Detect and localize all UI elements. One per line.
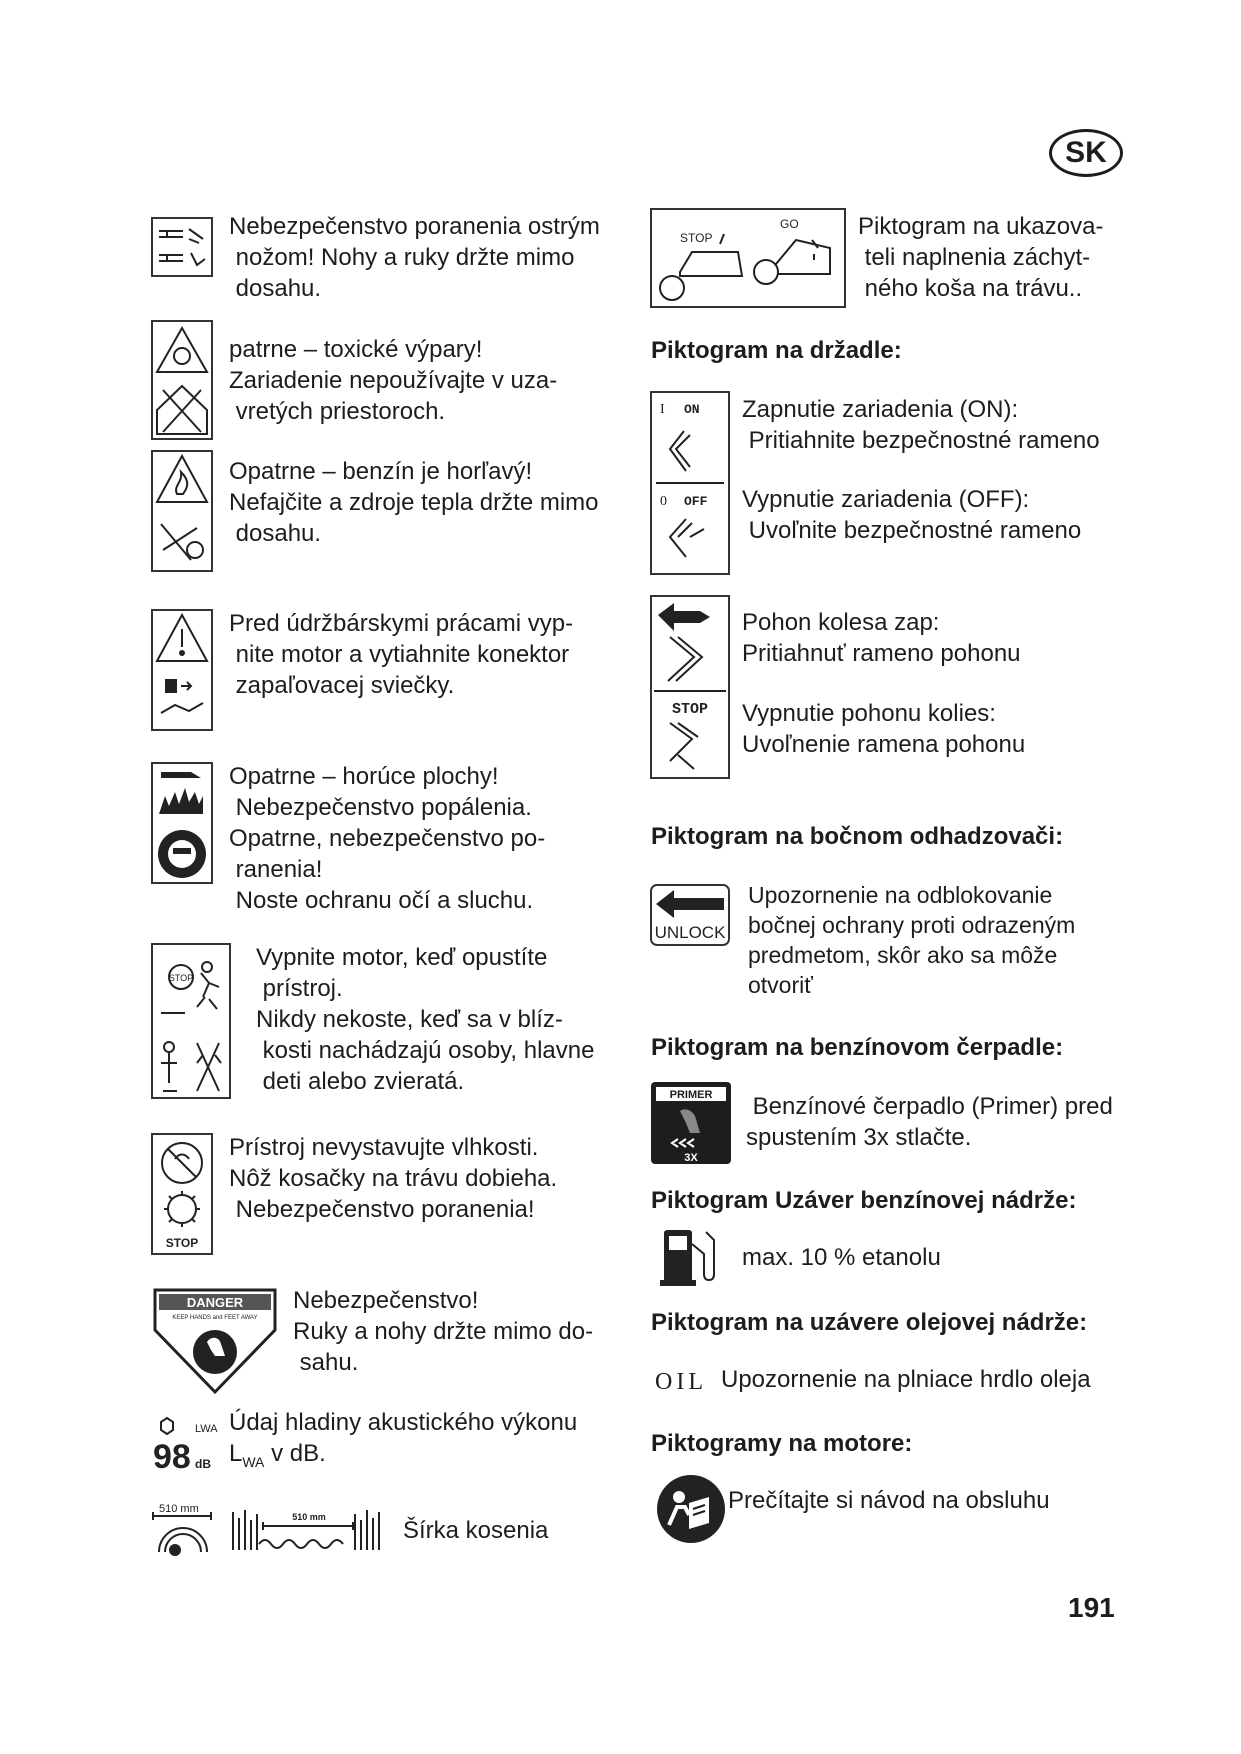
handle-icon-off: OFF [684, 494, 708, 509]
maintenance-warning-text: Pred údržbárskymi prácami vyp- nite motor a vytiahnite konektor zapaľovacej sviečky. [229, 610, 574, 699]
engine-heading: Piktogramy na motore: [651, 1430, 913, 1457]
toxic-fumes-text: patrne – toxické výpary! Zariadenie nepoužívajte v uza- vretých priestoroch. [229, 336, 558, 425]
fuel-cap-heading: Piktogram Uzáver benzínovej nádrže: [651, 1187, 1077, 1214]
page-number: 191 [1068, 1592, 1115, 1623]
grass-bag-text: Piktogram na ukazova- teli naplnenia záchyt- ného koša na trávu.. [858, 213, 1104, 302]
read-manual-text: Prečítajte si návod na obsluhu [728, 1487, 1050, 1514]
bystander-warning-icon [151, 943, 231, 1099]
cutting-width-icon-a [151, 1500, 215, 1558]
primer-icon-label: PRIMER [669, 1089, 713, 1101]
svg-text:STOP: STOP [168, 973, 194, 983]
bystander-warning-text: Vypnite motor, keď opustíte prístroj. Nikdy nekoste, keď sa v blíz- kosti nachádzajú osoby, hlavne deti alebo zvieratá. [256, 944, 595, 1095]
oil-cap-text: Upozornenie na plniace hrdlo oleja [721, 1366, 1091, 1393]
grass-bag-indicator-icon [650, 208, 846, 308]
danger-text: Nebezpečenstvo! Ruky a nohy držte mimo do- sahu. [293, 1287, 594, 1376]
handle-icon-on: ON [684, 402, 700, 417]
drive-on-text: Pohon kolesa zap: Pritiahnuť rameno pohonu [742, 609, 1021, 667]
oil-cap-heading: Piktogram na uzávere olejovej nádrže: [651, 1309, 1088, 1336]
cutting-width-text: Šírka kosenia [403, 1517, 549, 1544]
noise-rest: v dB. [264, 1440, 326, 1467]
cutting-width-icon-b [229, 1504, 383, 1554]
handle-off-text: Vypnutie zariadenia (OFF): Uvoľnite bezpečnostné rameno [742, 486, 1082, 544]
side-discharge-unlock-icon [650, 884, 730, 946]
pump-heading: Piktogram na benzínovom čerpadle: [651, 1034, 1064, 1061]
drive-icon-stop: STOP [671, 701, 709, 718]
flammable-fuel-text: Opatrne – benzín je horľavý! Nefajčite a zdroje tepla držte mimo dosahu. [229, 458, 599, 547]
side-discharge-heading: Piktogram na bočnom odhadzovači: [651, 823, 1064, 850]
hot-surface-icon [151, 762, 213, 884]
flammable-fuel-icon [151, 450, 213, 572]
fuel-cap-text: max. 10 % etanolu [742, 1244, 941, 1271]
wheel-drive-icon [650, 595, 730, 779]
danger-icon-title: DANGER [186, 1295, 244, 1310]
knife-hazard-icon [151, 217, 213, 277]
primer-icon-count: 3X [684, 1152, 698, 1164]
noise-level-line1: Údaj hladiny akustického výkonu [229, 1409, 578, 1436]
grass-bag-icon-go: GO [780, 217, 799, 231]
hot-surface-text: Opatrne – horúce plochy! Nebezpečenstvo popálenia. Opatrne, nebezpečenstvo po- ranenia! Noste ochranu očí a sluchu. [229, 763, 546, 914]
blade-rundown-text: Prístroj nevystavujte vlhkosti. Nôž kosačky na trávu dobieha. Nebezpečenstvo poranenia! [229, 1134, 558, 1223]
oil-label: OIL [655, 1369, 707, 1395]
noise-icon-unit: dB [195, 1457, 211, 1471]
width-icon-b-label: 510 mm [292, 1512, 326, 1522]
grass-bag-icon-stop: STOP [680, 231, 713, 245]
primer-pump-text: Benzínové čerpadlo (Primer) pred spustením 3x stlačte. [746, 1093, 1113, 1151]
drive-off-text: Vypnutie pohonu kolies: Uvoľnenie ramena pohonu [742, 700, 1026, 758]
language-badge: SK [1049, 129, 1123, 177]
read-manual-icon [655, 1473, 727, 1545]
noise-sub: WA [242, 1453, 265, 1470]
noise-icon-value: 98 [153, 1438, 191, 1476]
handle-on-off-icon [650, 391, 730, 575]
maintenance-warning-icon [151, 609, 213, 731]
toxic-fumes-icon [151, 320, 213, 440]
knife-hazard-text: Nebezpečenstvo poranenia ostrým nožom! Nohy a ruky držte mimo dosahu. [229, 213, 600, 302]
noise-icon-lwa: LWA [195, 1423, 218, 1435]
handle-icon-o: 0 [660, 494, 667, 509]
noise-level-line2 [229, 1438, 326, 1478]
danger-hands-feet-icon [151, 1286, 279, 1396]
noise-level-icon [151, 1412, 218, 1476]
primer-pump-icon [650, 1081, 732, 1165]
fuel-pump-icon [660, 1226, 720, 1288]
blade-rundown-icon [151, 1133, 213, 1255]
handle-icon-i: I [660, 402, 665, 417]
side-discharge-text: Upozornenie na odblokovanie bočnej ochrany proti odrazeným predmetom, skôr ako sa môže otvoriť [748, 882, 1076, 998]
width-icon-a-label: 510 mm [159, 1503, 199, 1515]
handle-on-text: Zapnutie zariadenia (ON): Pritiahnite bezpečnostné rameno [742, 396, 1100, 454]
blade-icon-stop-label: STOP [165, 1236, 199, 1250]
noise-l: L [229, 1440, 243, 1467]
unlock-icon-label: UNLOCK [654, 923, 726, 942]
handle-heading: Piktogram na držadle: [651, 337, 902, 364]
danger-icon-subtitle: KEEP HANDS and FEET AWAY [172, 1315, 258, 1321]
